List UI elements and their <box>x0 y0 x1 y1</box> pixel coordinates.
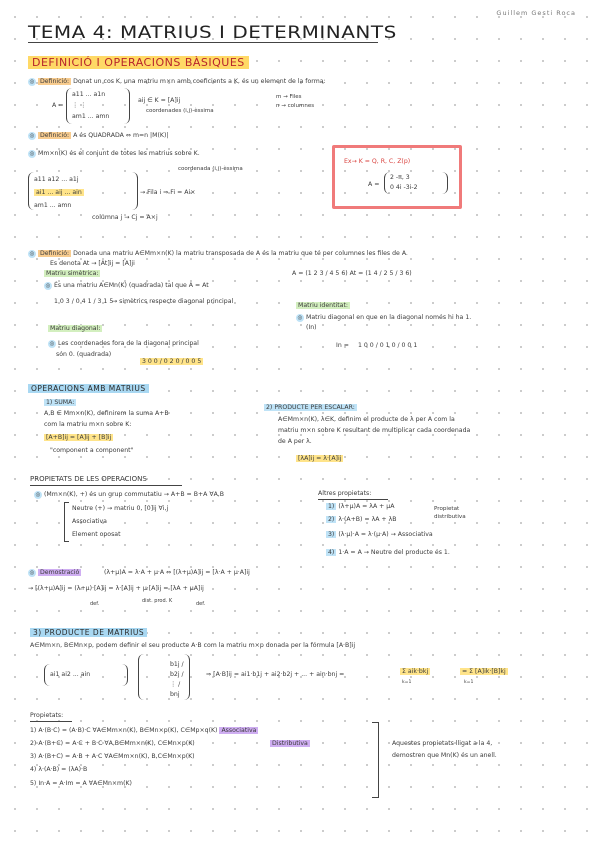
sum-text2: com la matriu m×n sobre K: <box>44 421 132 428</box>
section-heading-product: 3) PRODUCTE DE MATRIUS <box>30 628 147 637</box>
other-prop-4: 4) 1·A = A → Neutre del producte és 1. <box>328 549 450 556</box>
def4-notation: Es denota At → [At]ij = [A]ji <box>50 260 135 267</box>
other-prop-1: 1) (λ+μ)A = λA + μA <box>328 503 395 510</box>
product-prop-1: 1) A·(B·C) = (A·B)·C ∀A∈Mm×n(K), B∈Mn×p(K), C∈Mp×q(K) Associativa <box>30 727 257 734</box>
bullet-icon: ◎ <box>29 251 35 257</box>
title-underline <box>28 42 378 43</box>
bullet-icon: ◎ <box>297 315 303 321</box>
sum-text1: A,B ∈ Mm×n(K), definirem la suma A+B <box>44 410 169 417</box>
bullet-icon: ◎ <box>49 341 55 347</box>
bullet-icon: ◎ <box>45 283 51 289</box>
ident-matrix: 1 0 0 / 0 1 0 / 0 0 1 <box>358 342 418 349</box>
demo-line1: (λ+μ)A = λ·A + μ·A ⇔ [(λ+μ)A]ij = [λ·A + μ·A]ij <box>104 569 250 576</box>
sym-heading: Matriu simètrica: <box>46 270 99 277</box>
def2-line: ◎ Definició: A és QUADRADA ⇔ m=n |M(K)| <box>29 132 169 139</box>
def1-line: ◎ Definició: Donat un cos K, una matriu m×n amb coeficients a K, és un element de la forma: <box>29 78 326 85</box>
product-sum1: Σ aik·bkj <box>402 668 429 675</box>
example-fields: Ex→ K = Q, R, C, Z(p) <box>344 158 411 165</box>
demo-label: ◎ Demostració <box>29 569 80 576</box>
sum-note: "component a component" <box>50 447 134 454</box>
bullet-icon: ◎ <box>29 79 35 85</box>
group-property: ◎ (Mm×n(K), +) és un grup commutatiu → A+B = B+A ∀A,B <box>35 491 225 498</box>
diag-matrix: 3 0 0 / 0 2 0 / 0 0 5 <box>142 358 202 365</box>
def3-col-desc: columna j → Cj = A×j <box>92 214 158 221</box>
def3-row3: am1 ... amn <box>34 202 72 209</box>
def1-n: n → columnes <box>276 103 315 109</box>
sym-desc: → simètrics respecte diagonal principal <box>112 298 234 305</box>
ident-in: (In) <box>306 324 317 331</box>
def1-matrix-label: A = <box>52 102 64 109</box>
other-prop-2: 2) λ·(A+B) = λA + λB <box>328 516 397 523</box>
def3-coord: coordenada (i,j)-èssima <box>178 166 243 172</box>
demo-note-dist: dist. prod. K <box>142 598 173 604</box>
neutral-element: Neutre (+) → matriu 0, [0]ij ∀i,j <box>72 505 169 512</box>
demo-line2: → [(λ+μ)A]ij = (λ+μ)·[A]ij = λ·[A]ij + μ·[A]ij = [λA + μA]ij <box>28 585 204 592</box>
product-k1: k=1 <box>402 680 412 685</box>
scalar-heading: 2) PRODUCTE PER ESCALAR: <box>266 404 355 411</box>
example-matrix-row1: 2 -π, 3 <box>390 174 410 181</box>
bullet-icon: ◎ <box>29 133 35 139</box>
page-title: TEMA 4: MATRIUS I DETERMINANTS <box>28 22 397 43</box>
other-underline <box>318 499 388 500</box>
def4-example: A = (1 2 3 / 4 5 6) At = (1 4 / 2 5 / 3 6) <box>292 270 412 277</box>
sym-text: ◎ És una matriu A∈Mn(K) (quadrada) tal que A = At <box>45 282 209 289</box>
ring-note2: demostren que Mn(K) és un anell. <box>392 752 497 759</box>
product-prop-3: 3) A·(B+C) = A·B + A·C ∀A∈Mm×n(K), B,C∈Mn×p(K) <box>30 753 195 760</box>
product-col: b1j / b2j / ⋮ / bnj <box>170 661 184 698</box>
properties-underline <box>30 485 182 486</box>
product-row: ai1 ai2 ... ain <box>50 671 91 678</box>
section-heading-definition: DEFINICIÓ I OPERACIONS BÀSIQUES <box>28 56 249 69</box>
def1-aij: aij ∈ K = [A]ij <box>138 97 181 104</box>
sym-matrix: 1 0 3 / 0 4 1 / 3 1 5 <box>54 298 114 305</box>
associative: Associativa <box>72 518 107 525</box>
properties-brace <box>372 722 379 798</box>
sum-formula: [A+B]ij = [A]ij + [B]ij <box>46 434 112 441</box>
diag-heading: Matriu diagonal: <box>50 325 101 332</box>
def3-line: ◎ Mm×n(K) és el conjunt de totes les matrius sobre K. <box>29 150 200 157</box>
opposite-element: Element oposat <box>72 531 121 538</box>
scalar-text3: de A per λ. <box>278 438 312 445</box>
diag-text1: ◎ Les coordenades fora de la diagonal principal <box>49 340 199 347</box>
def3-row1: a11 a12 ... a1j <box>34 176 79 183</box>
def3-row-desc: → Fila i ⇒ Fi = Ai× <box>140 189 196 196</box>
bullet-icon: ◎ <box>29 151 35 157</box>
author-name: Guillem Gesti Roca <box>496 9 576 17</box>
other-properties-heading: Altres propietats: <box>318 490 372 497</box>
scalar-formula: [λA]ij = λ·[A]ij <box>298 455 342 462</box>
product-k2: k=1 <box>464 680 474 685</box>
bullet-icon: ◎ <box>29 570 35 576</box>
def3-row2: ai1 ... aij ... ain <box>36 189 82 196</box>
scalar-text2: matriu m×n sobre K resultant de multiplicar cada coordenada <box>278 427 471 434</box>
distributive-note: Propietat distributiva <box>434 506 466 520</box>
section-heading-operations: OPERACIONS AMB MATRIUS <box>28 384 149 393</box>
ident-text: ◎ Matriu diagonal en que en la diagonal només hi ha 1. <box>297 314 472 321</box>
def1-matrix-row2: ⋮ ⋮ <box>72 102 87 109</box>
def1-matrix-row3: am1 ... amn <box>72 113 110 120</box>
def1-matrix-row1: a11 ... a1n <box>72 91 106 98</box>
demo-note-def2: def. <box>196 601 206 607</box>
product-prop-2: 2) A·(B+C) = A·C + B·C ∀A,B∈Mm×n(K), C∈Mn×p(K) <box>30 740 195 747</box>
group-brace <box>64 502 69 542</box>
example-matrix-row2: 0 4i -3i-2 <box>390 184 418 191</box>
properties-heading-underline <box>30 721 72 722</box>
product-formula: ⇒ [A·B]ij = ai1·b1j + ai2·b2j + ... + ain·bnj = <box>206 671 345 678</box>
diag-text2: són 0. (quadrada) <box>56 351 112 358</box>
def1-coord: coordenades (i,j)-èssima <box>146 108 214 114</box>
bullet-icon: ◎ <box>35 492 41 498</box>
product-prop-5: 5) In·A = A·Im = A ∀A∈Mn×m(K) <box>30 780 132 787</box>
def1-m: m → Files <box>276 94 302 100</box>
section-heading-properties: PROPIETATS DE LES OPERACIONS <box>30 475 147 483</box>
def4-line: ◎ Definició: Donada una matriu A∈Mm×n(K) la matriu transposada de A és la matriu que té per columnes les files de A. <box>29 250 408 257</box>
product-sum2: = Σ [A]ik·[B]kj <box>462 668 506 675</box>
sum-heading: 1) SUMA: <box>46 399 75 406</box>
example-matrix-label: A = <box>368 181 380 188</box>
product-prop-4: 4) λ·(A·B) = (λA)·B <box>30 766 88 773</box>
scalar-text1: A∈Mm×n(K), λ∈K, definim el producte de λ per A com la <box>278 416 455 423</box>
distributive-tag: Distributiva <box>272 740 308 747</box>
product-definition: A∈Mm×n, B∈Mn×p, podem definir el seu producte A·B com la matriu m×p donada per la fórmula [A·B]ij <box>30 642 356 649</box>
ident-heading: Matriu identitat: <box>298 302 348 309</box>
ring-note1: Aquestes propietats lligat a la 4, <box>392 740 493 747</box>
ident-label: In = <box>336 342 349 349</box>
properties-heading: Propietats: <box>30 712 64 719</box>
other-prop-3: 3) (λ·μ)·A = λ·(μ·A) → Associativa <box>328 531 433 538</box>
demo-note-def1: def. <box>90 601 100 607</box>
